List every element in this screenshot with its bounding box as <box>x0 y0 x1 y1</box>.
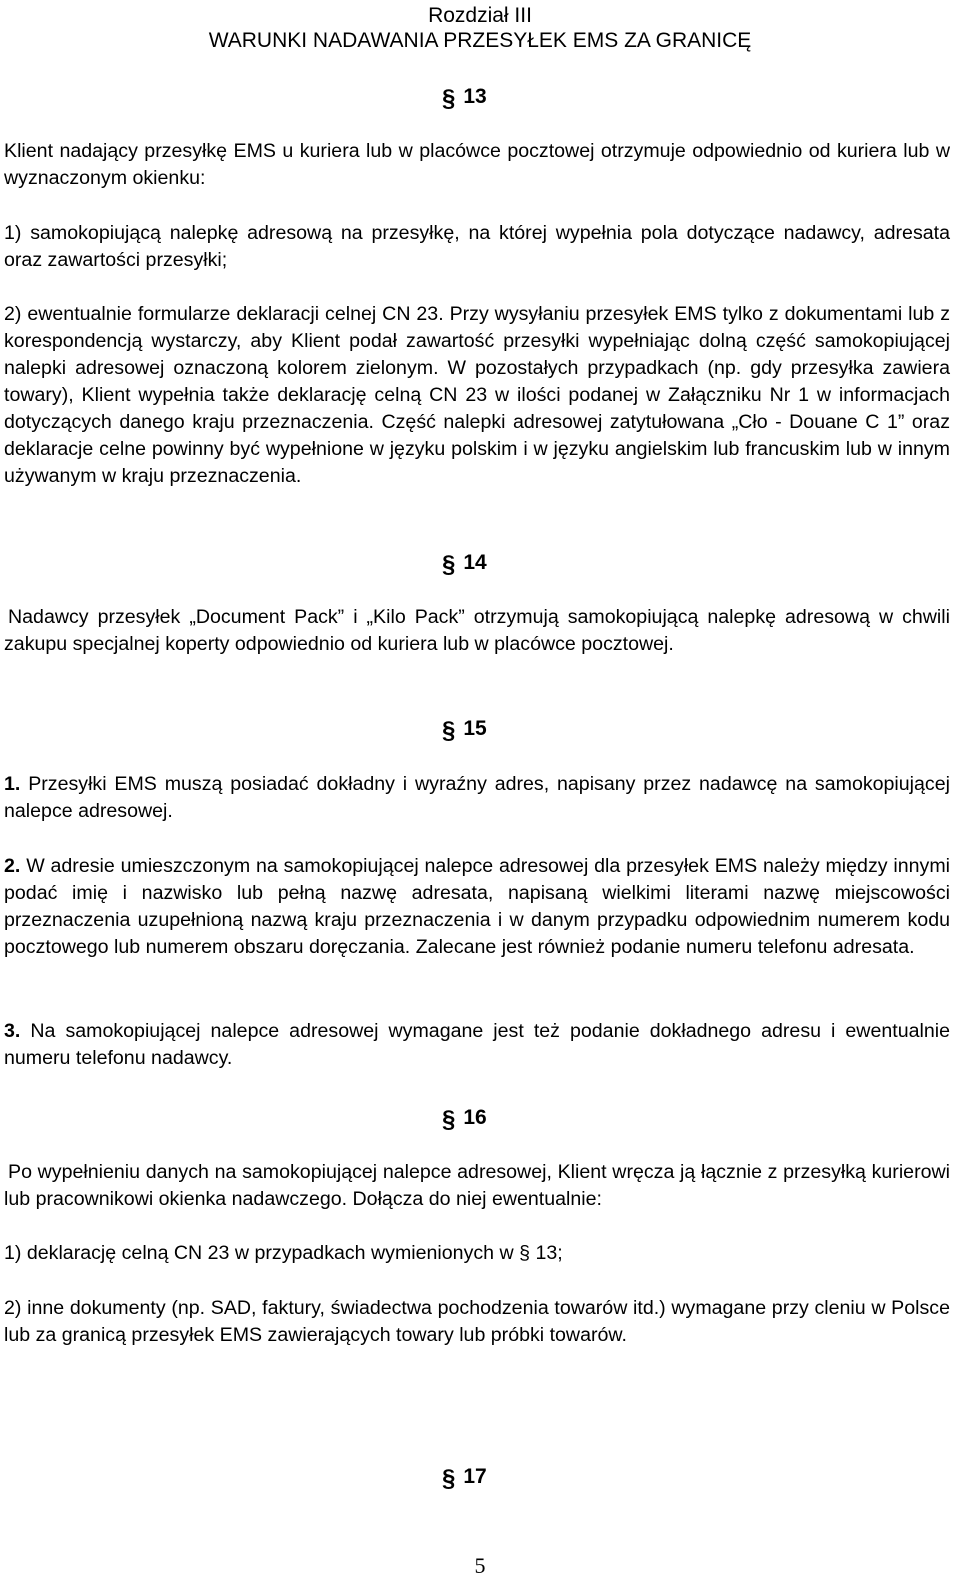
chapter-title: WARUNKI NADAWANIA PRZESYŁEK EMS ZA GRANICĘ <box>208 29 752 52</box>
section-16-item-1: 1) deklarację celną CN 23 w przypadkach wymienionych w § 13; <box>4 1242 563 1264</box>
section-symbol: § <box>442 1106 456 1133</box>
item-number: 3. <box>4 1020 21 1042</box>
item-number: 2. <box>4 855 21 877</box>
section-15-item-2 <box>4 853 950 961</box>
section-symbol: § <box>442 1465 456 1492</box>
page-number: 5 <box>474 1553 486 1578</box>
item-number: 1. <box>4 773 21 795</box>
section-13-item-2: 2) ewentualnie formularze deklaracji celnej CN 23. Przy wysyłaniu przesyłek EMS tylko z dokumentami lub z korespondencją wystarczy, aby Klient podał zawartość przesyłki wypełniając dolną część samokopiującej nalepki adresowej oznaczoną kolorem zielonym. W pozostałych przypadkach (np. gdy przesyłka zawiera towary), Klient wypełnia także deklarację celną CN 23 w ilości podanej w Załączniku Nr 1 w informacjach dotyczących danego kraju przeznaczenia. Część nalepki adresowej zatytułowana „Cło - Douane C 1” oraz deklaracje celne powinny być wypełnione w języku polskim i w języku angielskim lub francuskim lub w innym używanym w kraju przeznaczenia. <box>4 303 950 487</box>
section-number: 15 <box>463 717 487 740</box>
section-symbol: § <box>442 551 456 578</box>
section-16-item-2: 2) inne dokumenty (np. SAD, faktury, świadectwa pochodzenia towarów itd.) wymagane przy cleniu w Polsce lub za granicą przesyłek EMS zawierających towary lub próbki towarów. <box>4 1297 950 1346</box>
item-text: Na samokopiującej nalepce adresowej wymagane jest też podanie dokładnego adresu i ewentualnie numeru telefonu nadawcy. <box>4 1020 950 1069</box>
item-text: W adresie umieszczonym na samokopiującej nalepce adresowej dla przesyłek EMS należy między innymi podać imię i nazwisko lub pełną nazwę adresata, napisaną wielkimi literami nazwę miejscowości przeznaczenia uzupełnioną nazwą kraju przeznaczenia i w danym przypadku odpowiednim numerem kodu pocztowego lub numerem obszaru doręczania. Zalecane jest również podanie numeru telefonu adresata. <box>4 855 950 958</box>
section-15-heading <box>442 714 487 743</box>
section-13-item-1: 1) samokopiującą nalepkę adresową na przesyłkę, na której wypełnia pola dotyczące nadawcy, adresata oraz zawartości przesyłki; <box>4 222 950 271</box>
section-14-text: Nadawcy przesyłek „Document Pack” i „Kilo Pack” otrzymują samokopiującą nalepkę adresową w chwili zakupu specjalnej koperty odpowiednio od kuriera lub w placówce pocztowej. <box>4 606 950 655</box>
section-number: 13 <box>463 85 487 108</box>
section-symbol: § <box>442 717 456 744</box>
section-15-item-1 <box>4 771 950 825</box>
section-17-heading <box>442 1462 487 1491</box>
section-number: 16 <box>463 1106 487 1129</box>
section-symbol: § <box>442 85 456 112</box>
item-text: Przesyłki EMS muszą posiadać dokładny i wyraźny adres, napisany przez nadawcę na samokopiującej nalepce adresowej. <box>4 773 950 822</box>
section-16-heading <box>442 1103 487 1132</box>
section-14-heading <box>442 548 487 577</box>
section-number: 14 <box>463 551 487 574</box>
section-number: 17 <box>463 1465 487 1488</box>
section-13-intro: Klient nadający przesyłkę EMS u kuriera lub w placówce pocztowej otrzymuje odpowiednio od kuriera lub w wyznaczonym okienku: <box>4 140 950 189</box>
section-13-heading <box>442 82 487 111</box>
chapter-label: Rozdział III <box>428 4 532 27</box>
section-15-item-3 <box>4 1018 950 1072</box>
section-16-intro: Po wypełnieniu danych na samokopiującej nalepce adresowej, Klient wręcza ją łącznie z przesyłką kurierowi lub pracownikowi okienka nadawczego. Dołącza do niej ewentualnie: <box>4 1161 950 1210</box>
